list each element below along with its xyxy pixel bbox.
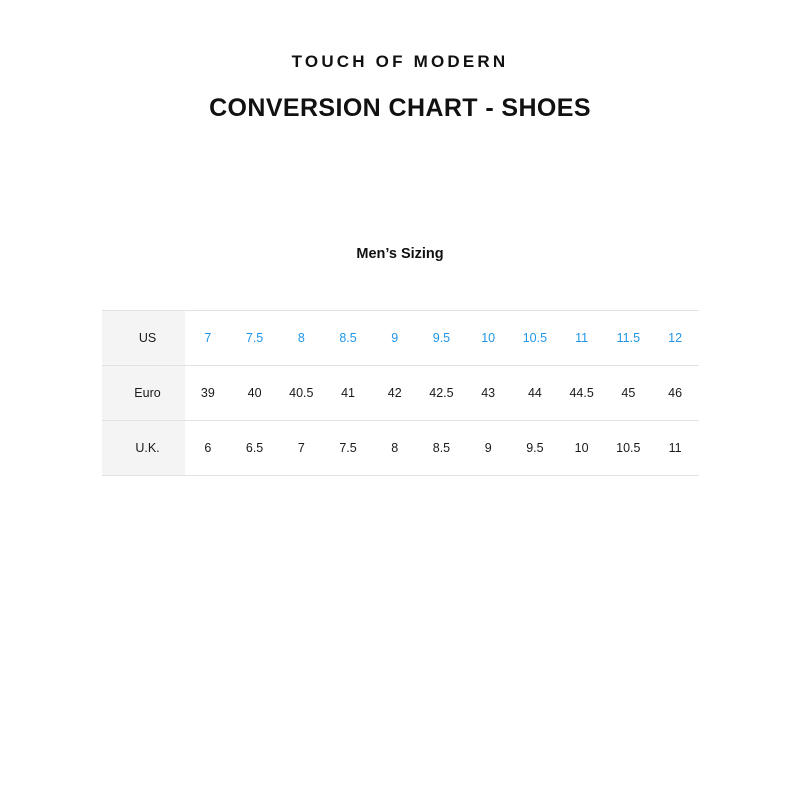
size-table-container [102,310,699,476]
cell-us-4: 9 [371,311,418,366]
row-label-us: US [102,311,185,366]
cell-euro-0: 39 [185,366,232,421]
cell-uk-3: 7.5 [325,421,372,476]
cell-us-3: 8.5 [325,311,372,366]
cell-us-8: 11 [558,311,605,366]
cell-uk-2: 7 [278,421,325,476]
section-title: Men’s Sizing [356,246,444,262]
cell-us-7: 10.5 [512,311,559,366]
cell-euro-6: 43 [465,366,512,421]
cell-euro-9: 45 [605,366,652,421]
cell-uk-9: 10.5 [605,421,652,476]
cell-euro-5: 42.5 [418,366,465,421]
cell-euro-2: 40.5 [278,366,325,421]
cell-us-5: 9.5 [418,311,465,366]
cell-uk-5: 8.5 [418,421,465,476]
cell-uk-4: 8 [371,421,418,476]
page-title: CONVERSION CHART - SHOES [209,94,591,122]
row-label-uk: U.K. [102,421,185,476]
cell-euro-10: 46 [652,366,699,421]
cell-us-6: 10 [465,311,512,366]
row-label-euro: Euro [102,366,185,421]
cell-euro-1: 40 [231,366,278,421]
cell-euro-4: 42 [371,366,418,421]
cell-us-2: 8 [278,311,325,366]
cell-euro-8: 44.5 [558,366,605,421]
cell-uk-1: 6.5 [231,421,278,476]
cell-us-10: 12 [652,311,699,366]
table-row [102,421,699,476]
cell-euro-3: 41 [325,366,372,421]
table-row [102,366,699,421]
cell-uk-6: 9 [465,421,512,476]
cell-uk-10: 11 [652,421,699,476]
cell-us-9: 11.5 [605,311,652,366]
brand-wordmark: TOUCH OF MODERN [291,52,509,71]
cell-us-1: 7.5 [231,311,278,366]
cell-euro-7: 44 [512,366,559,421]
size-conversion-table [102,310,699,476]
cell-us-0: 7 [185,311,232,366]
table-row [102,311,699,366]
cell-uk-8: 10 [558,421,605,476]
cell-uk-7: 9.5 [512,421,559,476]
cell-uk-0: 6 [185,421,232,476]
